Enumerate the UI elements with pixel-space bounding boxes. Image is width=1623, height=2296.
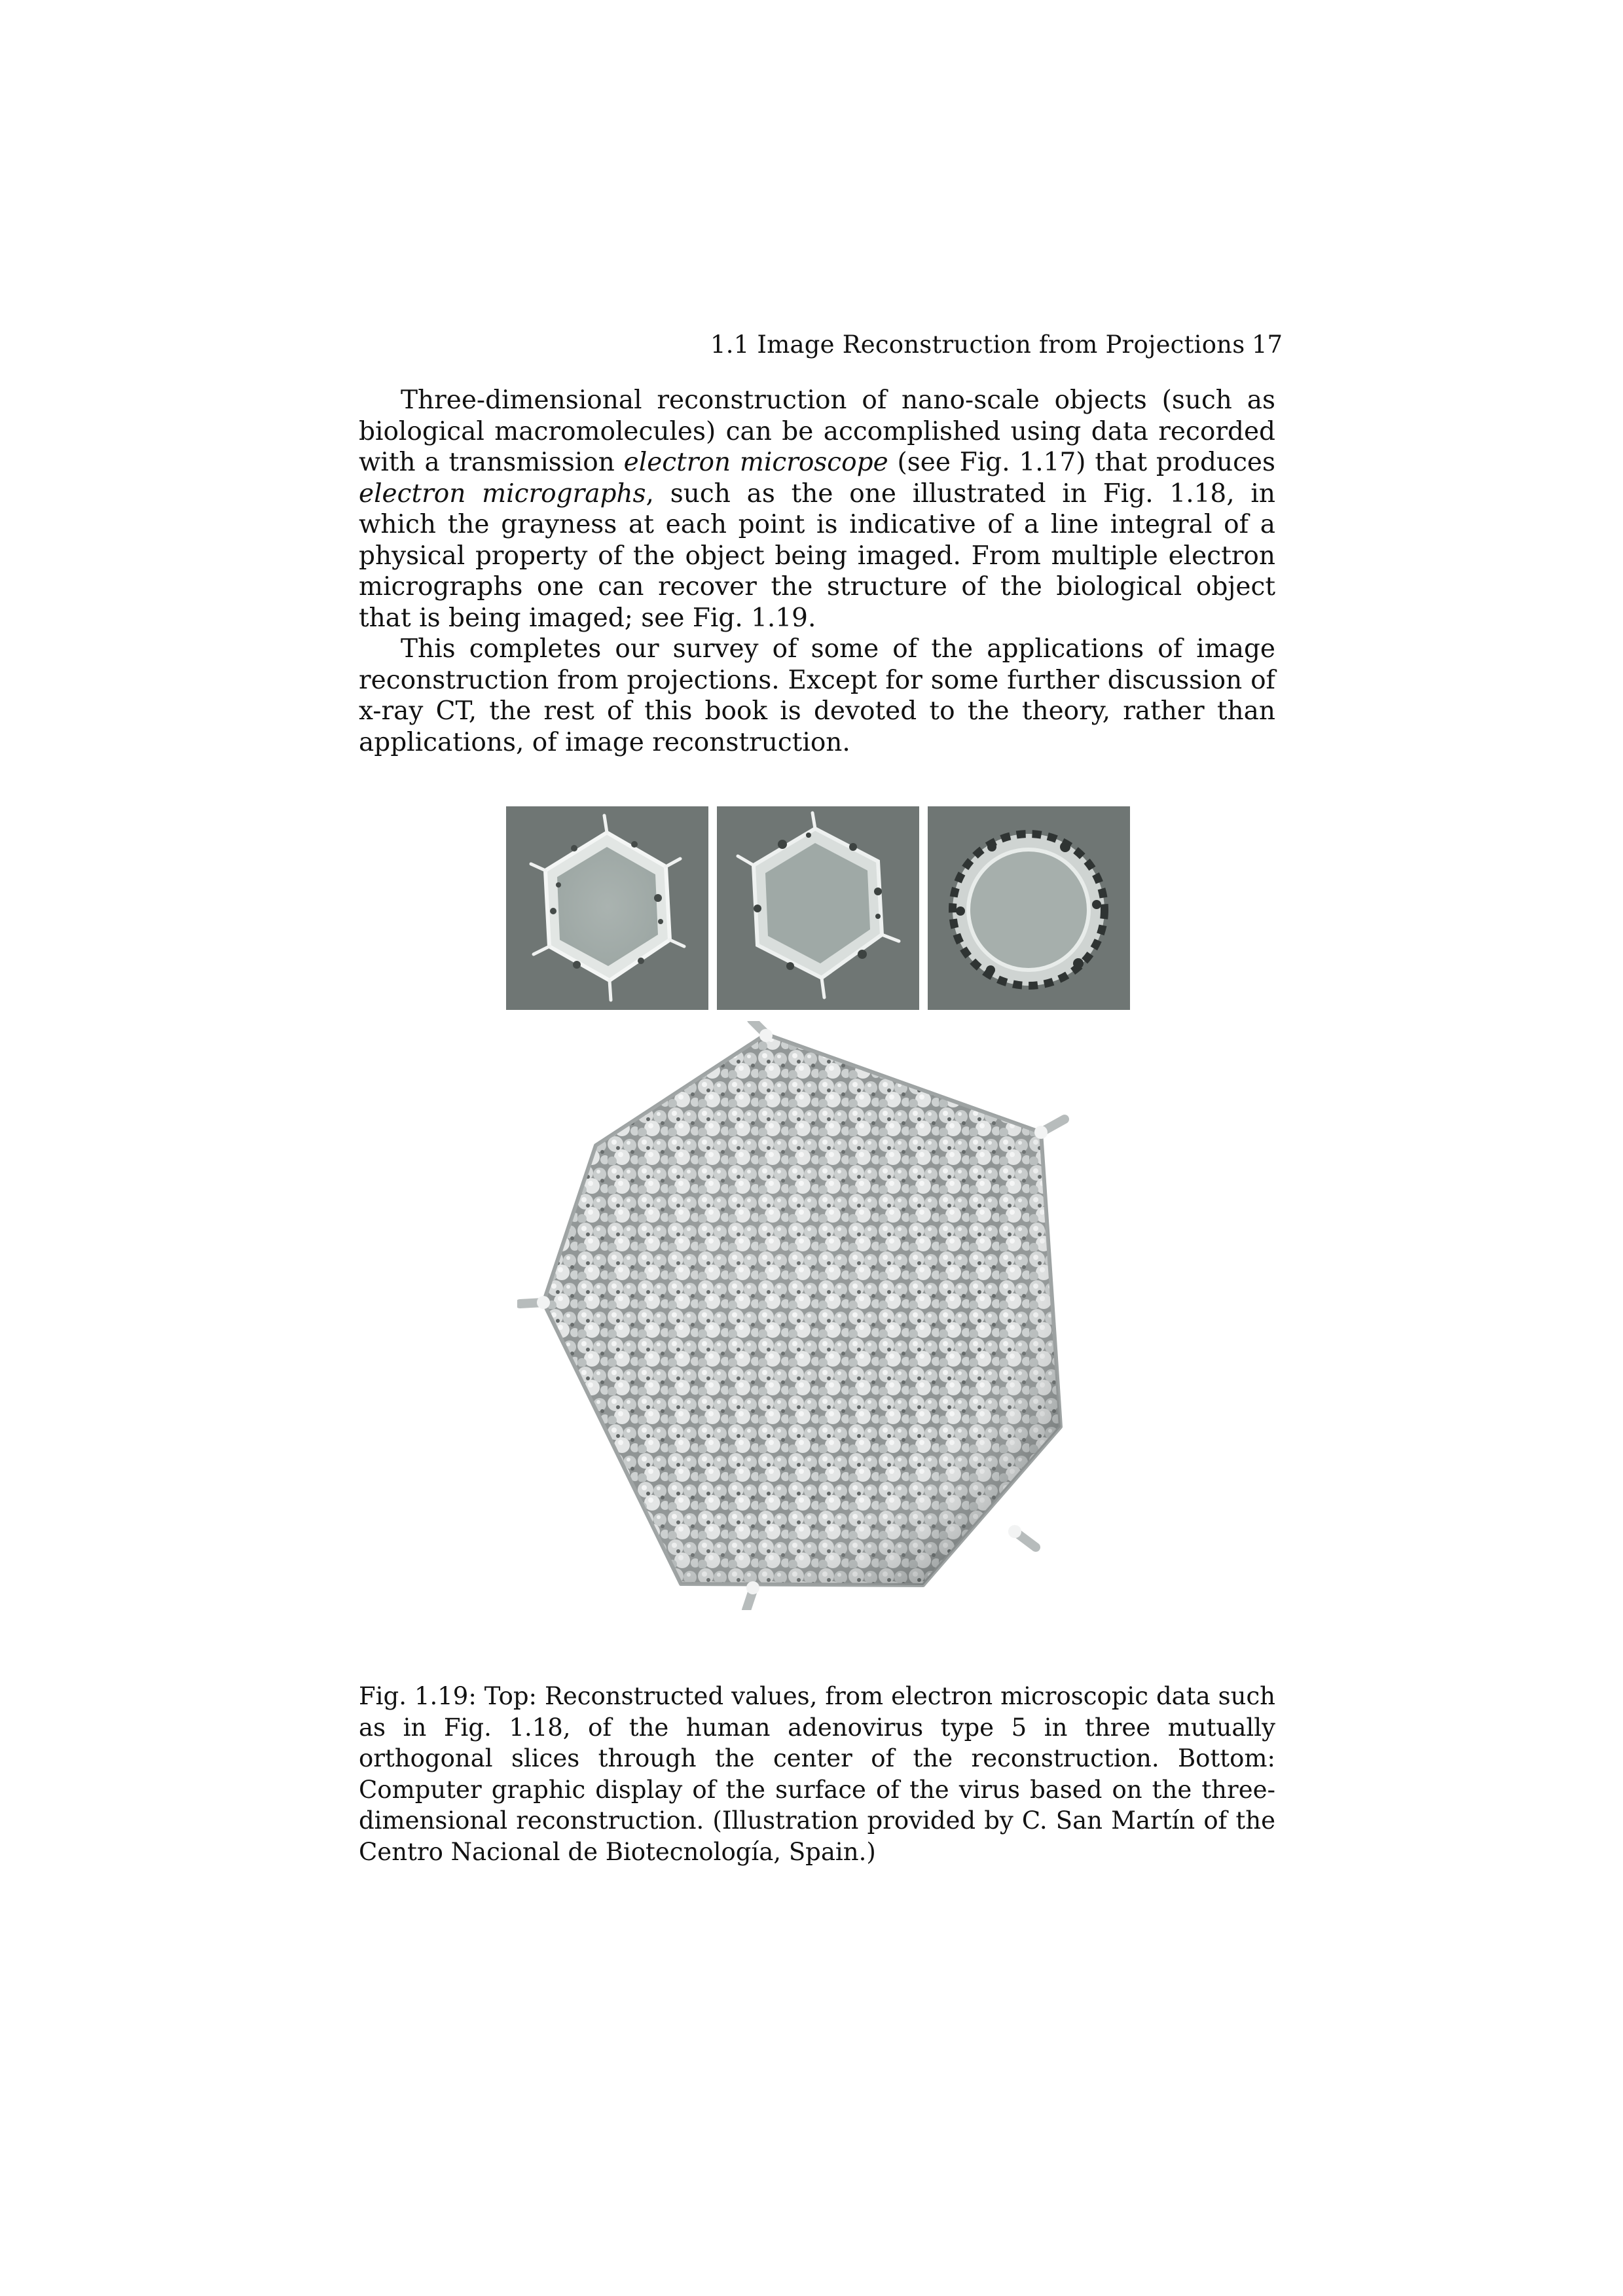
running-header [0, 331, 1623, 370]
virus-surface-image [517, 1021, 1126, 1610]
figure-caption: Fig. 1.19: Top: Reconstructed values, from electron microscopic data such as in Fig. 1.18, of the human adenovirus type 5 in three mutually orthogonal slices through the center of the reconstruction. Bottom: Computer graphic display of the surface of the virus based on the three-dimensional reconstruction. (Illustration provided by C. San Martín of the Centro Nacional de Biotecnología, Spain.) [359, 1682, 1275, 1866]
term-electron-micrographs: electron micrographs [359, 478, 646, 509]
paragraph-1-part-a: Three-dimensional reconstruction of nano-scale objects (such as biological macromolecules) can be accomplished using data recorded with a transmission [359, 386, 1275, 477]
slice-1-image [506, 806, 708, 1010]
slice-3-image [928, 806, 1130, 1010]
orthogonal-slices-figure [506, 806, 1130, 1010]
paragraph-1-part-c: , such as the one illustrated in Fig. 1.18, in which the grayness at each point is indicative of a line integral of a physical property of the object being imaged. From multiple electron micrographs one can recover the structure of the biological object that is being imaged; see Fig. 1.19. [359, 478, 1275, 633]
paragraph-1 [359, 385, 1275, 634]
paragraph-1-part-b: (see Fig. 1.17) that produces [888, 448, 1276, 477]
virus-surface-figure [517, 1021, 1126, 1610]
running-title: 1.1 Image Reconstruction from Projections [710, 331, 1245, 359]
paragraph-2: This completes our survey of some of the applications of image reconstruction from projections. Except for some further discussion of x-ray CT, the rest of this book is devoted to the theory, rather than applications, of image reconstruction. [359, 634, 1275, 757]
page-number: 17 [1252, 331, 1283, 359]
body-text [359, 385, 1275, 758]
term-electron-microscope: electron microscope [623, 448, 888, 477]
slice-2-image [717, 806, 919, 1010]
